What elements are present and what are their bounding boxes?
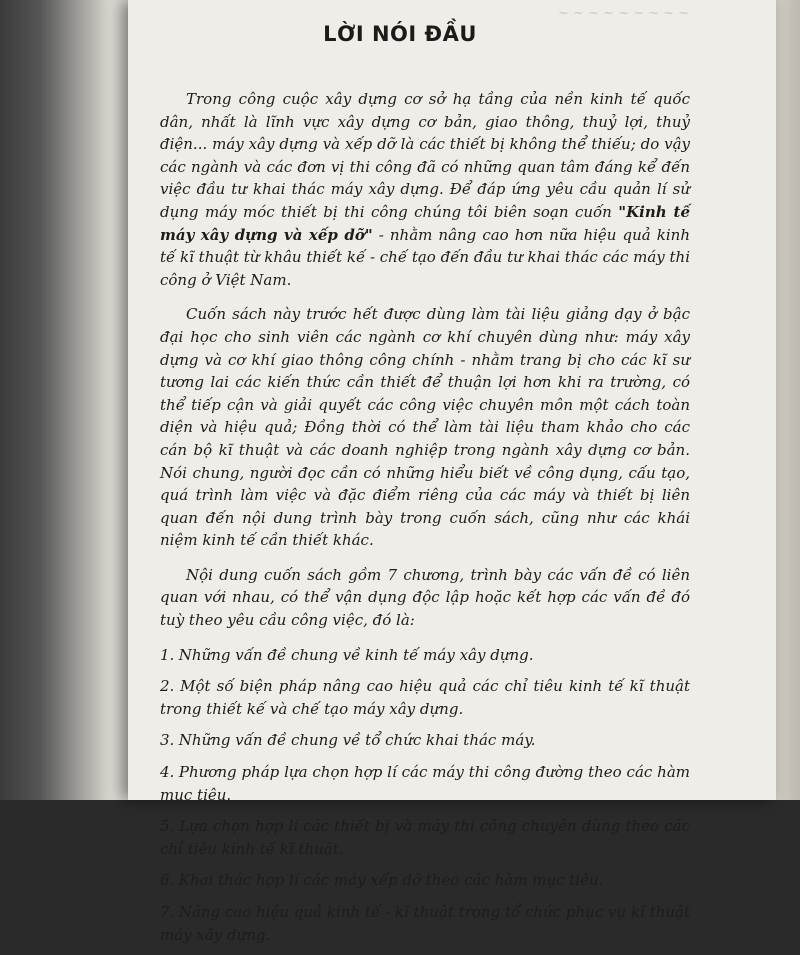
- paragraph-2: Cuốn sách này trước hết được dùng làm tài liệu giảng dạy ở bậc đại học cho sinh viên các ngành cơ khí chuyên dùng như: máy xây dựng và cơ khí giao thông công chính - nhằm trang bị cho các kĩ sư tương lai các kiến thức cần thiết để thuận lợi hơn khi ra trường, có thể tiếp cận và giải quyết các công việc chuyên môn một cách toàn diện và hiệu quả; Đồng thời có thể làm tài liệu tham khảo cho các cán bộ kĩ thuật và các doanh nghiệp trong ngành xây dựng cơ bản. Nói chung, người đọc cần có những hiểu biết về công dụng, cấu tạo, quá trình làm việc và đặc điểm riêng của các máy và thiết bị liên quan đến nội dung trình bày trong cuốn sách, cũng như các khái niệm kinh tế cần thiết khác.: [160, 305, 690, 550]
- bleed-through-text: ~ ~ ~ ~ ~ ~ ~ ~ ~: [558, 6, 690, 21]
- page-title: LỜI NÓI ĐẦU: [323, 22, 477, 46]
- chapter-list: [160, 644, 690, 947]
- paragraph-3: Nội dung cuốn sách gồm 7 chương, trình bày các vấn đề có liên quan với nhau, có thể vận dụng độc lập hoặc kết hợp các vấn đề đó tuỳ theo yêu cầu công việc, đó là:: [160, 565, 690, 630]
- chapter-item: 1. Những vấn đề chung về kinh tế máy xây dựng.: [160, 645, 534, 664]
- chapter-item: 6. Khai thác hợp lí các máy xếp dỡ theo các hàm mục tiêu.: [160, 871, 604, 890]
- book-title-emphasis: "Kinh tế máy xây dựng và xếp dỡ": [160, 202, 690, 244]
- chapter-item: 4. Phương pháp lựa chọn hợp lí các máy thi công đường theo các hàm mục tiêu.: [160, 763, 690, 804]
- paragraph-1-text-b: - nhằm nâng cao hơn nữa hiệu quả kinh tế kĩ thuật từ khâu thiết kế - chế tạo đến đầu tư khai thác các máy thi công ở Việt Nam.: [160, 225, 691, 289]
- paragraph-1: [160, 88, 690, 291]
- chapter-item: 7. Nâng cao hiệu quả kinh tế - kĩ thuật trong tổ chức phục vụ kĩ thuật máy xây dựng.: [160, 903, 690, 944]
- chapter-item: 5. Lựa chọn hợp lí các thiết bị và máy thi công chuyên dùng theo các chỉ tiêu kinh tế kĩ thuật.: [160, 817, 690, 858]
- chapter-item: 3. Những vấn đề chung về tổ chức khai thác máy.: [160, 731, 536, 750]
- preface-body: [160, 88, 690, 955]
- paragraph-1-text-a: Trong công cuộc xây dựng cơ sở hạ tầng của nền kinh tế quốc dân, nhất là lĩnh vực xây dựng cơ bản, giao thông, thuỷ lợi, thuỷ điện... máy xây dựng và xếp dỡ là các thiết bị không thể thiếu; do vậy các ngành và các đơn vị thi công đã có những quan tâm đáng kể đến việc đầu tư khai thác máy xây dựng. Để đáp ứng yêu cầu quản lí sử dụng máy móc thiết bị thi công chúng tôi biên soạn cuốn: [160, 90, 690, 221]
- chapter-item: 2. Một số biện pháp nâng cao hiệu quả các chỉ tiêu kinh tế kĩ thuật trong thiết kế và chế tạo máy xây dựng.: [160, 677, 690, 718]
